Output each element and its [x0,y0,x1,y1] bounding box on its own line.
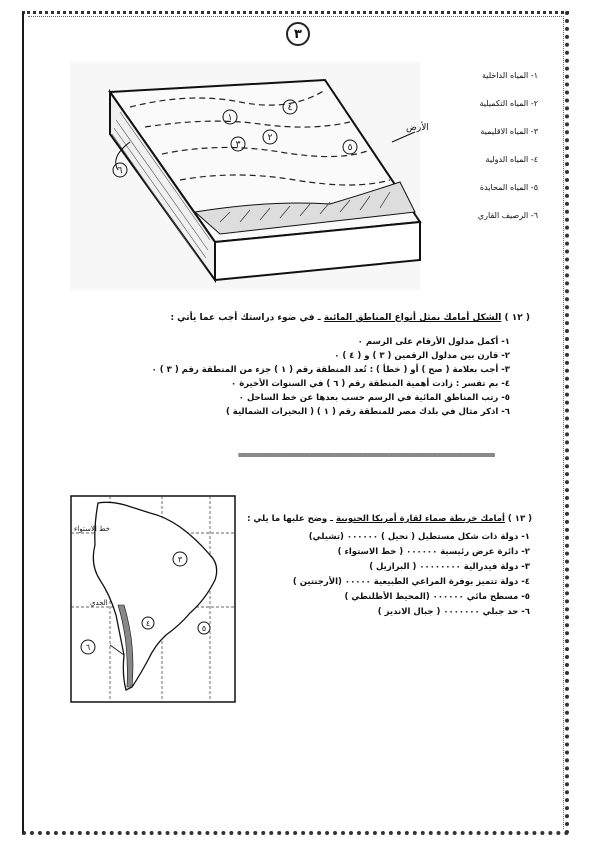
zone-label-4: ٤ [287,103,293,113]
question-item: ٣- دولة فيدرالية ٠٠٠٠٠٠٠٠ ( البرازيل ) [369,562,530,572]
legend-item: ٦- الرصيف القاري [477,211,538,220]
legend-item: ٤- المياه الدولية [485,155,538,164]
question-item: ٤- بم تفسر : زادت أهمية المنطقة رقم ( ٦ ) في السنوات الأخيرة ٠ [231,379,510,389]
question-item: ٥- رتب المناطق المائية في الرسم حسب بعدها عن خط الساحل ٠ [238,393,510,403]
legend-item: ٥- المياه المحايدة [479,183,538,192]
south-america-drawing [70,495,236,703]
legend-item: ١- المياه الداخلية [482,71,538,80]
question-13-number: ( ١٣ ) [507,514,532,524]
question-item: ٥- مسطح مائي ٠٠٠٠٠٠ (المحيط الأطلنطي ) [344,592,530,602]
zone-label-3: ٣ [235,140,241,150]
map-label-3: ٣ [177,555,183,564]
question-13-items [250,530,530,620]
south-america-map [70,495,236,703]
question-item: ٤- دولة تتميز بوفرة المراعي الطبيعية ٠٠٠٠٠ (الأرجنتين ) [292,577,530,587]
question-item: ١- أكمل مدلول الأرقام على الرسم ٠ [357,337,510,347]
question-13-title [240,514,532,524]
water-zones-drawing [70,62,429,290]
question-item: ٦- اذكر مثال في بلدك مصر للمنطقة رقم ( ١ ) ( البحيرات الشمالية ) [225,407,510,417]
question-13-title-rest: ـ وضح عليها ما يلي : [247,514,337,524]
zone-label-6: ٦ [117,166,123,176]
water-zones-legend [428,70,538,238]
zone-label-5: ٥ [347,143,353,153]
question-item: ٢- دائرة عرض رئيسية ٠٠٠٠٠٠ ( خط الاستواء ) [337,547,530,557]
question-12-number: ( ١٢ ) [504,313,530,323]
tropic-label: الجدي [90,599,108,607]
section-separator: ========================================================== [238,451,495,461]
equator-label: خط الاستواء [74,525,110,533]
question-12-title-rest: ـ في ضوء دراستك أجب عما يأتي : [170,313,324,323]
question-12-title [160,313,530,323]
question-13-title-main: أمامك خريطة صماء لقارة أمريكا الجنوبية [336,514,505,524]
map-label-4: ٤ [145,619,151,628]
question-12-items [151,335,510,419]
question-item: ٢- قارن بين مدلول الرقمين ( ٣ ) و ( ٤ ) ٠ [334,351,510,361]
question-item: ٦- حد جبلي ٠٠٠٠٠٠٠ ( جبال الانديز ) [377,607,530,617]
water-zones-figure [70,62,429,290]
page-number: ٣ [286,22,310,46]
question-item: ٣- أجب بعلامة ( صح ) أو ( خطأ ) : تُعد المنطقة رقم ( ١ ) جزء من المنطقة رقم ( ٣ ) ٠ [151,365,510,375]
land-label: الأرض [406,123,429,133]
map-label-5: ٥ [201,624,207,633]
legend-item: ٣- المياه الاقليمية [480,127,538,136]
legend-item: ٢- المياه التكميلية [479,99,538,108]
question-item: ١- دولة ذات شكل مستطيل ( نحيل ) ٠٠٠٠٠٠ (تشيلي) [308,532,530,542]
question-12-title-main: الشكل أمامك يمثل أنواع المناطق المائية [323,313,502,323]
zone-label-1: ١ [227,113,233,123]
map-label-6: ٦ [85,643,91,652]
zone-label-2: ٢ [267,133,273,143]
